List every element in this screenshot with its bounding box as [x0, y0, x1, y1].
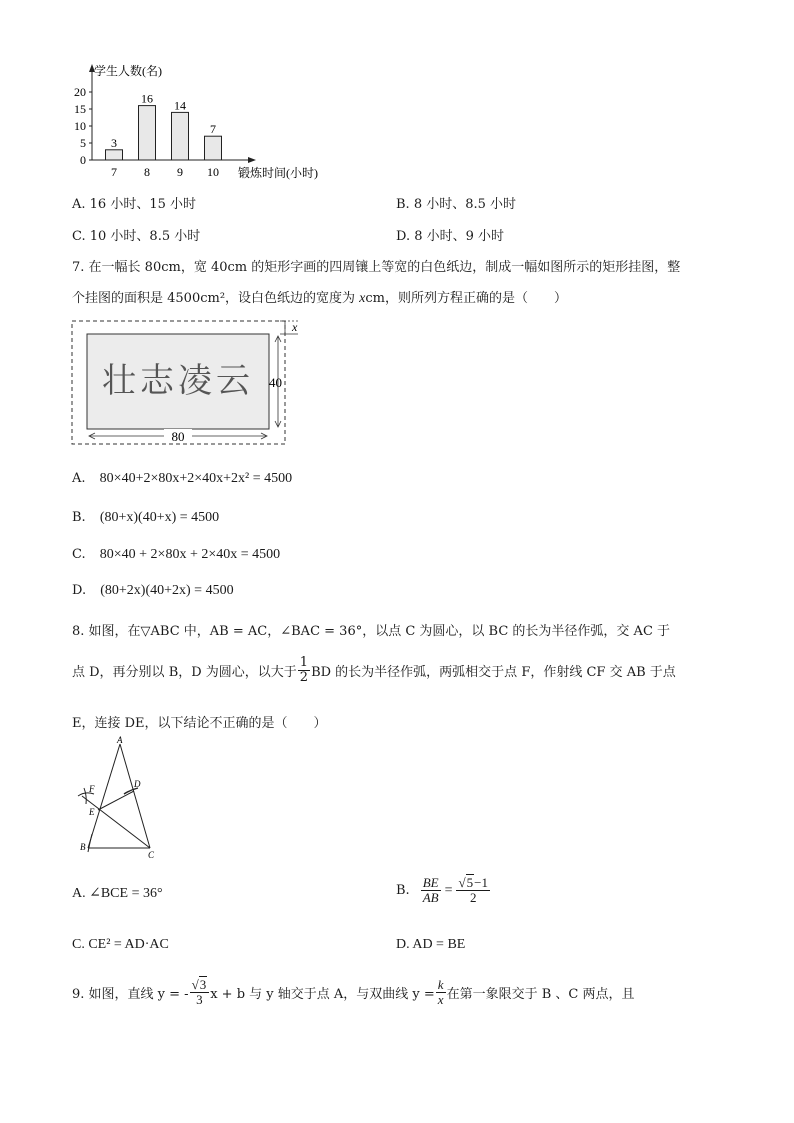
q7-stem-line2-b: cm，则所列方程正确的是（ ）: [365, 291, 567, 306]
y-tick-label: 20: [74, 85, 86, 99]
q9-stem-c: 在第一象限交于 B 、C 两点，且: [446, 987, 635, 1002]
chart-plot: [74, 63, 318, 180]
q7-option-c: [72, 547, 280, 563]
bar-value-label: 3: [111, 135, 117, 150]
bar: [106, 150, 123, 160]
q9-slope-num: √3: [190, 978, 210, 993]
q7-option-c-formula: 80×40 + 2×80x + 2×40x = 4500: [99, 547, 281, 562]
bar-chart: [60, 58, 360, 188]
bar: [139, 106, 156, 160]
q8-option-b: [396, 876, 491, 905]
q8-option-b-rnum: √5−1: [458, 875, 488, 890]
q8-option-b-rnum-rest: −1: [474, 875, 488, 890]
q6-option-b: B. 8 小时、8.5 小时: [396, 197, 517, 212]
q6-option-a: A. 16 小时、15 小时: [72, 197, 197, 212]
q7-option-b-label: B.: [72, 510, 86, 525]
x-axis-arrow: [248, 157, 256, 163]
q6-option-d: D. 8 小时、9 小时: [396, 229, 505, 244]
bar: [205, 136, 222, 160]
q8-label-a: A: [117, 736, 123, 745]
q8-stem-line3: E，连接 DE，以下结论不正确的是（ ）: [72, 716, 327, 731]
q7-option-d-formula: (80+2x)(40+2x) = 4500: [100, 583, 234, 598]
q8-frac-den: 2: [299, 670, 309, 685]
q7-option-c-label: C.: [72, 547, 86, 562]
q7-stem-line2-a: 个挂图的面积是 4500cm²，设白色纸边的宽度为: [72, 291, 360, 306]
q8-label-b: B: [80, 842, 86, 852]
q8-option-a: A. ∠BCE = 36°: [72, 886, 163, 901]
q7-option-b: [72, 510, 219, 526]
q7-border-label: x: [292, 320, 298, 334]
bar-value-label: 7: [210, 122, 216, 137]
q7-height-label: 40: [269, 375, 282, 390]
q7-option-a: [72, 471, 292, 487]
q8-stem-line2: [72, 656, 676, 685]
q7-option-a-formula: 80×40+2×80x+2×40x+2x² = 4500: [99, 471, 293, 486]
q9-stem-a: 9. 如图，直线 y = -: [72, 987, 189, 1002]
x-tick-label: 8: [144, 165, 150, 179]
q8-option-b-rhs: [456, 876, 489, 905]
y-tick-label: 5: [80, 136, 86, 150]
q7-option-b-formula: (80+x)(40+x) = 4500: [99, 510, 220, 525]
q8-stem-line1: 8. 如图，在▽ABC 中，AB = AC，∠BAC = 36°，以点 C 为圆心，以 BC 的长为半径作弧，交 AC 于: [72, 624, 671, 639]
q8-stem-line2-b: BD 的长为半径作弧，两弧相交于点 F，作射线 CF 交 AB 于点: [311, 665, 676, 680]
q8-label-c: C: [148, 850, 155, 860]
q7-var-x: x: [359, 291, 366, 306]
q8-label-e: E: [89, 807, 95, 817]
y-tick-label: 0: [80, 153, 86, 167]
q8-label-f: F: [89, 784, 95, 794]
x-tick-label: 9: [177, 165, 183, 179]
q9-stem-b: x + b 与 y 轴交于点 A，与双曲线 y =: [210, 987, 435, 1002]
bar-value-label: 16: [141, 91, 153, 106]
bar-value-label: 14: [174, 98, 186, 113]
x-tick-label: 7: [111, 165, 117, 179]
q7-stem-line1: 7. 在一幅长 80cm，宽 40cm 的矩形字画的四周镶上等宽的白色纸边，制成一幅如图所示的矩形挂图，整: [72, 260, 681, 275]
q8-option-c: C. CE² = AD·AC: [72, 937, 169, 952]
q9-slope-sqrt: 3: [199, 977, 207, 992]
q9-slope-fraction: [190, 978, 210, 1007]
q9-slope-den: 3: [196, 992, 203, 1007]
y-axis-title: 学生人数(名): [94, 64, 162, 78]
q7-option-d-label: D.: [72, 583, 87, 598]
q8-option-b-num: BE: [422, 875, 439, 890]
y-tick-label: 15: [74, 102, 86, 116]
q8-triangle-figure: [68, 736, 168, 861]
q7-painting-text: 壮志凌云: [102, 363, 254, 400]
y-tick-label: 10: [74, 119, 86, 133]
x-tick-label: 10: [207, 165, 219, 179]
q9-stem: [72, 978, 634, 1007]
q6-option-c: C. 10 小时、8.5 小时: [72, 229, 201, 244]
q7-figure: [68, 318, 308, 448]
q9-hyperbola-num: k: [437, 977, 444, 992]
q8-option-d: D. AD = BE: [396, 937, 466, 952]
q7-option-d: [72, 583, 234, 599]
q7-option-a-label: A.: [72, 471, 86, 486]
q7-stem-line2: [72, 287, 567, 307]
q8-half-fraction: [298, 656, 310, 685]
q8-option-b-lhs: [421, 876, 441, 905]
q7-width-label: 80: [171, 429, 185, 444]
q8-option-b-eq: =: [444, 882, 453, 898]
q8-option-b-rden: 2: [469, 890, 477, 905]
q8-option-b-label: B.: [396, 883, 410, 898]
q8-label-d: D: [134, 779, 141, 789]
q8-frac-num: 1: [299, 655, 309, 670]
q9-hyperbola-fraction: [436, 978, 446, 1007]
q8-option-b-sqrt: 5: [466, 875, 474, 890]
x-axis-title: 锻炼时间(小时): [238, 166, 318, 180]
q9-hyperbola-den: x: [437, 992, 444, 1007]
q8-stem-line2-a: 点 D，再分别以 B，D 为圆心，以大于: [72, 665, 297, 680]
q8-option-b-den: AB: [422, 890, 439, 905]
bar: [172, 112, 189, 160]
